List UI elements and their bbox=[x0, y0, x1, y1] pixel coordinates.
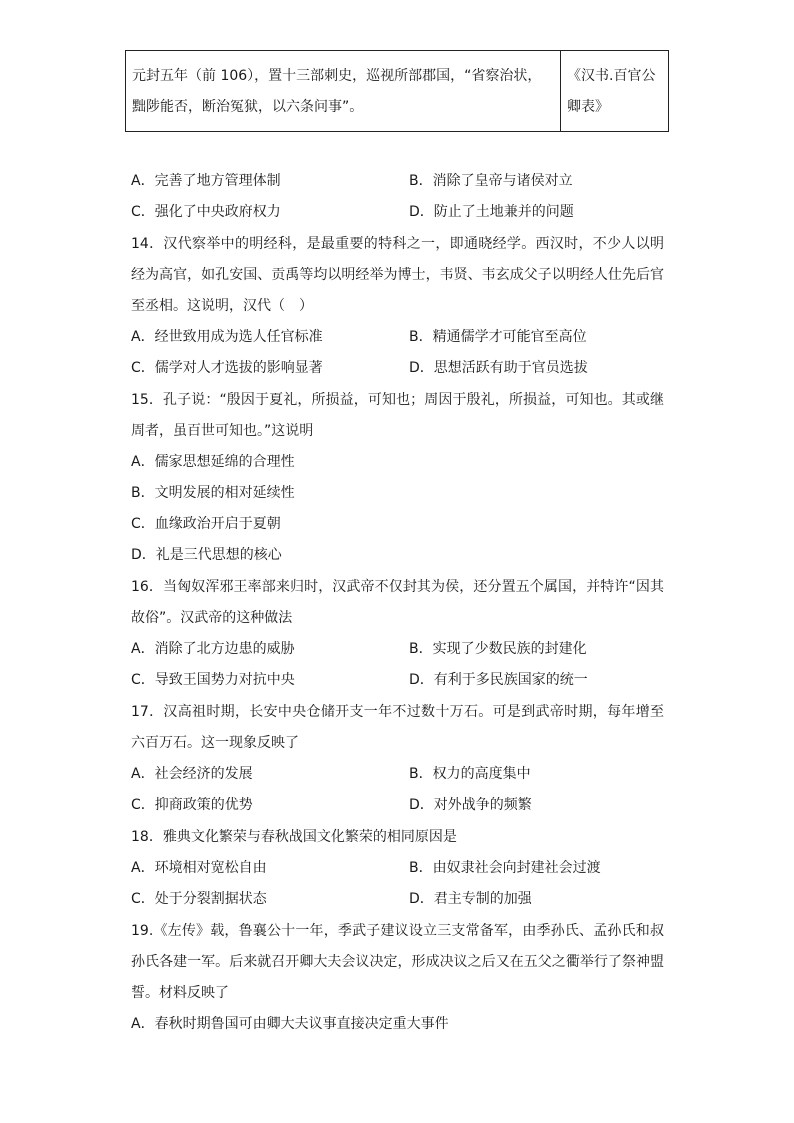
q17-option-a[interactable]: A．社会经济的发展 bbox=[131, 766, 253, 782]
q16-option-b[interactable]: B．实现了少数民族的封建化 bbox=[409, 641, 587, 657]
q19-option-a[interactable]: A．春秋时期鲁国可由卿大夫议事直接决定重大事件 bbox=[131, 1016, 449, 1032]
q17-stem: 17．汉高祖时期，长安中央仓储开支一年不过数十万石。可是到武帝时期，每年增至六百万石。这一现象反映了 bbox=[131, 704, 664, 752]
q17-option-b[interactable]: B．权力的高度集中 bbox=[409, 766, 531, 782]
q18-option-d[interactable]: D．君主专制的加强 bbox=[409, 891, 532, 907]
q16-option-c[interactable]: C．导致王国势力对抗中央 bbox=[131, 672, 295, 688]
q17-option-c[interactable]: C．抑商政策的优势 bbox=[131, 797, 253, 813]
source-material-table bbox=[125, 50, 669, 132]
q16-stem: 16．当匈奴浑邪王率部来归时，汉武帝不仅封其为侯，还分置五个属国，并特许“因其故俗”。汉武帝的这种做法 bbox=[131, 579, 664, 627]
q15-option-d[interactable]: D．礼是三代思想的核心 bbox=[131, 547, 282, 563]
q13-option-c[interactable]: C．强化了中央政府权力 bbox=[131, 204, 281, 220]
q18-option-a[interactable]: A．环境相对宽松自由 bbox=[131, 860, 267, 876]
q14-stem: 14．汉代察举中的明经科，是最重要的特科之一，即通晓经学。西汉时，不少人以明经为高官，如孔安国、贡禹等均以明经举为博士，韦贤、韦玄成父子以明经人仕先后官至丞相。这说明，汉代（ ） bbox=[131, 236, 664, 315]
q17-option-d[interactable]: D．对外战争的频繁 bbox=[409, 797, 532, 813]
q18-stem: 18．雅典文化繁荣与春秋战国文化繁荣的相同原因是 bbox=[131, 829, 457, 845]
q16-option-a[interactable]: A．消除了北方边患的威胁 bbox=[131, 641, 295, 657]
q15-stem: 15．孔子说：“殷因于夏礼，所损益，可知也；周因于殷礼，所损益，可知也。其或继周者，虽百世可知也。”这说明 bbox=[131, 392, 664, 440]
q18-option-b[interactable]: B．由奴隶社会向封建社会过渡 bbox=[409, 860, 601, 876]
q18-option-c[interactable]: C．处于分裂割据状态 bbox=[131, 891, 267, 907]
q15-option-b[interactable]: B．文明发展的相对延续性 bbox=[131, 485, 295, 501]
q14-option-c[interactable]: C．儒学对人才选拔的影响显著 bbox=[131, 360, 323, 376]
q14-option-b[interactable]: B．精通儒学才可能官至高位 bbox=[409, 329, 587, 345]
q19-stem: 19.《左传》载，鲁襄公十一年，季武子建议设立三支常备军，由季孙氏、孟孙氏和叔孙氏各建一军。后来就召开卿大夫会议决定，形成决议之后又在五父之衢举行了祭神盟誓。材料反映了 bbox=[131, 923, 664, 1002]
q14-option-d[interactable]: D．思想活跃有助于官员选拔 bbox=[409, 360, 588, 376]
q13-option-a[interactable]: A．完善了地方管理体制 bbox=[131, 173, 281, 189]
q15-option-a[interactable]: A．儒家思想延绵的合理性 bbox=[131, 454, 295, 470]
q13-option-d[interactable]: D．防止了土地兼并的问题 bbox=[409, 204, 574, 220]
q13-option-b[interactable]: B．消除了皇帝与诸侯对立 bbox=[409, 173, 573, 189]
q16-option-d[interactable]: D．有利于多民族国家的统一 bbox=[409, 672, 588, 688]
q15-option-c[interactable]: C．血缘政治开启于夏朝 bbox=[131, 516, 281, 532]
source-quote: 元封五年（前 106），置十三部刺史，巡视所部郡国，“省察治状，黜陟能否，断治冤狱，以六条问事”。 bbox=[126, 51, 561, 132]
source-citation: 《汉书.百官公卿表》 bbox=[561, 51, 669, 132]
q14-option-a[interactable]: A．经世致用成为选人任官标准 bbox=[131, 329, 323, 345]
